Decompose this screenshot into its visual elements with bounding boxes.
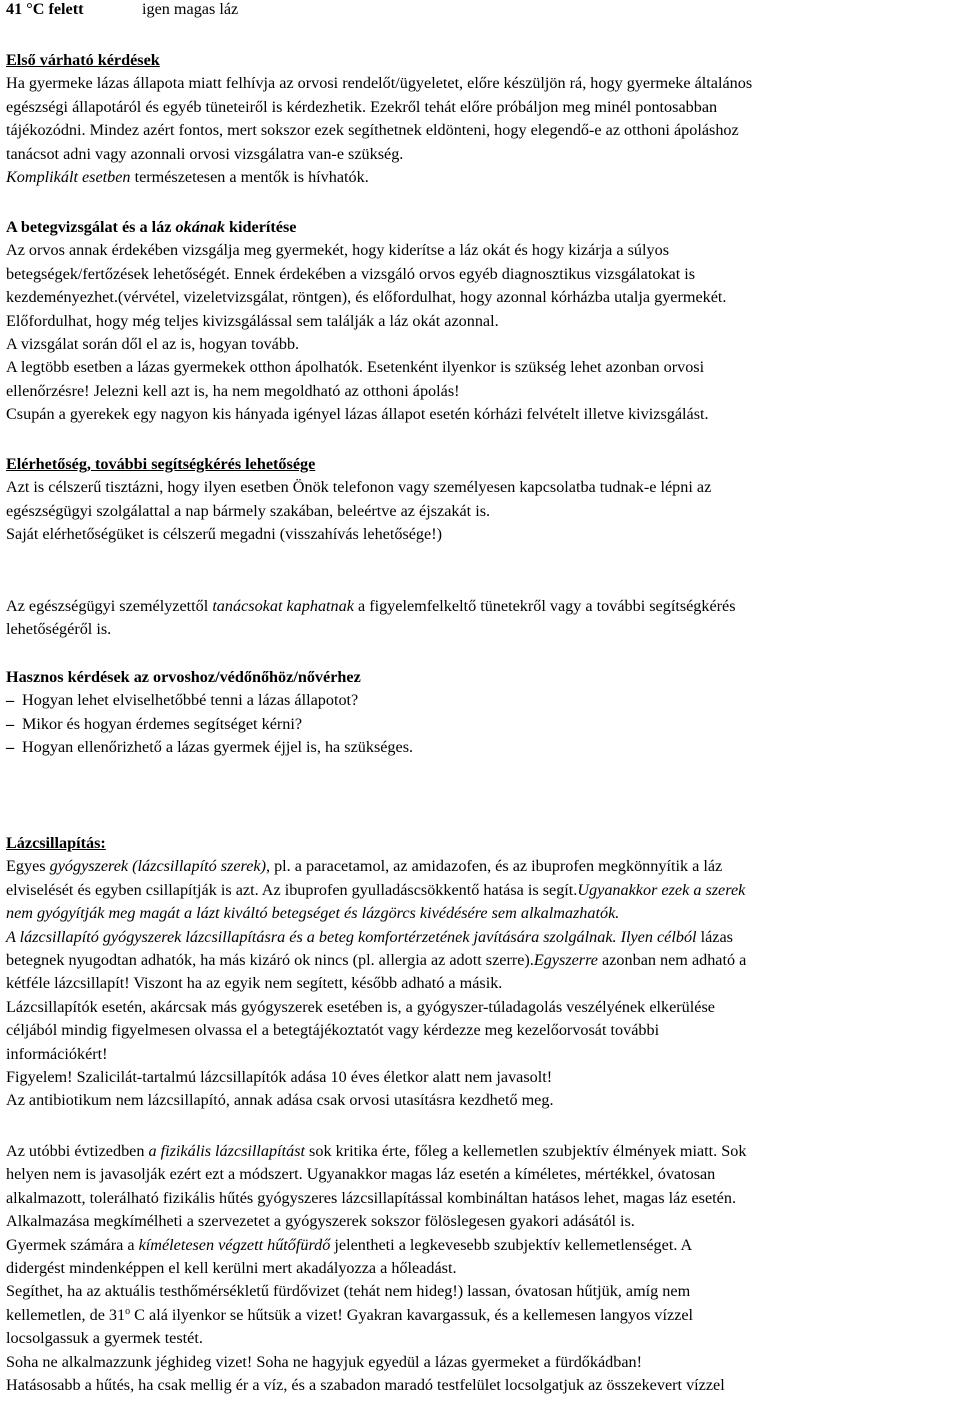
paragraph-line [6,595,736,618]
paragraph-line: Csupán a gyerekek egy nagyon kis hányada igényel lázas állapot esetén kórházi felvételt illetve kivizsgálást. [6,405,709,424]
section-title: Hasznos kérdések az orvoshoz/védőnőhöz/nővérhez [6,668,361,686]
paragraph-line: Figyelem! Szalicilát-tartalmú lázcsillapítók adása 10 éves életkor alatt nem javasolt! [6,1067,553,1086]
paragraph-line: lehetőségéről is. [6,620,112,639]
text: C alá ilyenkor se hűtsük a vizet! Gyakran kavargassuk, és a kellemesen langyos vízzel [130,1305,694,1324]
paragraph-line: alkalmazott, tolerálható fizikális hűtés gyógyszeres lázcsillapítással kombináltan hatásos lehet, magas láz esetén. [6,1188,736,1207]
section-first-questions [6,49,752,189]
paragraph-line: Segíthet, ha az aktuális testhőmérsékletű fürdővizet (tehát nem hideg!) lassan, óvatosan hűtjük, amíg nem [6,1282,691,1301]
section-examination [6,216,726,427]
text: természetesen a mentők is hívhatók. [130,167,369,186]
italic-text: Egyszerre [533,950,598,969]
paragraph-line: egészségügyi szolgálattal a nap bármely szakában, beleértve az éjszakát is. [6,501,491,520]
text: , pl. a paracetamol, az amidazofen, és az ibuprofen megkönnyítik a láz [265,857,723,876]
paragraph-line: tanácsot adni vagy azonnali orvosi vizsgálatra van-e szükség. [6,144,404,163]
title-part: kiderítése [224,218,297,236]
list-item-text: Hogyan lehet elviselhetőbbé tenni a lázas állapotot? [22,691,359,710]
temperature-label: igen magas láz [142,0,239,18]
section-title: Elérhetőség, további segítségkérés lehetősége [6,455,316,473]
paragraph-line: információkért! [6,1044,108,1063]
text: Gyermek számára a [6,1235,139,1254]
paragraph-line: egészségi állapotáról és egyéb tüneteiről is kérdezhetik. Ezekről tehát előre próbáljon meg minél pontosabban [6,97,718,116]
text: sok kritika érte, főleg a kellemetlen szubjektív élmények miatt. Sok [305,1142,747,1160]
paragraph-line [6,1140,746,1163]
section-title: Első várható kérdések [6,51,160,69]
list-item [6,713,413,736]
paragraph-line: A vizsgálat során dől el az is, hogyan tovább. [6,334,300,353]
text: betegnek nyugodtan adhatók, ha más kizáró ok nincs (pl. allergia az adott szerre). [6,950,534,969]
text: azonban nem adható a [598,950,747,969]
paragraph-line: Soha ne alkalmazzunk jéghideg vizet! Soha ne hagyjuk egyedül a lázas gyermeket a fürdőkádban! [6,1352,643,1371]
temperature-value: 41 °C felett [6,0,84,18]
italic-text: tanácsokat kaphatnak [212,597,354,615]
paragraph-line: helyen nem is javasolják ezért ezt a módszert. Ugyanakkor magas láz esetén a kíméletes, mértékkel, óvatosan [6,1165,716,1184]
italic-text: a fizikális lázcsillapítást [148,1142,305,1160]
paragraph-line: didergést mindenképpen el kell kerülni mert akadályozza a hőleadást. [6,1258,457,1277]
paragraph-line: Lázcsillapítók esetén, akárcsak más gyógyszerek esetében is, a gyógyszer-túladagolás veszélyének elkerülése [6,997,715,1016]
paragraph-line [6,879,746,902]
italic-text: A lázcsillapító gyógyszerek lázcsillapításra és a beteg komfortérzetének javítására szolgálnak. Ilyen célból [6,927,697,946]
paragraph-line: Azt is célszerű tisztázni, hogy ilyen esetben Önök telefonon vagy személyesen kapcsolatba tudnak-e lépni az [6,478,712,497]
title-italic: okának [175,218,225,236]
list-item-text: Mikor és hogyan érdemes segítséget kérni? [22,714,303,733]
paragraph-line: Az antibiotikum nem lázcsillapító, annak adása csak orvosi utasításra kezdhető meg. [6,1091,554,1110]
temperature-row [6,0,238,21]
dash-bullet: – [6,714,15,733]
paragraph-line: Ha gyermeke lázas állapota miatt felhívja az orvosi rendelőt/ügyeletet, előre készüljön rá, hogy gyermeke általános [6,74,753,93]
paragraph-line [6,926,746,949]
list-item [6,689,413,712]
text: lázas [696,927,733,946]
degree-superscript: o [125,1305,131,1317]
section-advice [6,595,736,642]
section-physical-cooling [6,1140,746,1397]
italic-text: kíméletesen végzett hűtőfürdő [138,1235,331,1254]
dash-bullet: – [6,738,15,757]
paragraph-line: céljából mindig figyelmesen olvassa el a betegtájékoztatót vagy kérdezze meg kezelőorvosát további [6,1021,660,1040]
title-part: A betegvizsgálat és a láz [6,218,176,236]
text: Egyes [6,857,50,876]
list-item-text: Hogyan ellenőrizhető a lázas gyermek éjjel is, ha szükséges. [22,738,414,757]
section-useful-questions [6,666,413,760]
text: jelentheti a legkevesebb szubjektív kellemetlenséget. A [330,1235,693,1254]
italic-text: Ugyanakkor ezek a szerek [577,880,746,899]
text: a figyelemfelkeltő tünetekről vagy a további segítségkérés [353,597,736,615]
paragraph-line: tájékozódni. Mindez azért fontos, mert sokszor ezek segíthetnek eldönteni, hogy elegendő-e az otthoni ápoláshoz [6,121,739,140]
section-title: Lázcsillapítás: [6,834,106,852]
paragraph-line: nem gyógyítják meg magát a lázt kiváltó betegséget és lázgörcs kivédésére sem alkalmazhatók. [6,904,620,923]
paragraph-line [6,855,746,878]
section-antipyretics [6,832,746,1113]
text: Az utóbbi évtizedben [6,1142,149,1160]
paragraph-line: A legtöbb esetben a lázas gyermekek otthon ápolhatók. Esetenként ilyenkor is szükség lehet azonban orvosi [6,358,705,377]
section-title [6,216,726,239]
italic-text: Komplikált esetben [6,167,131,186]
paragraph-line: Az orvos annak érdekében vizsgálja meg gyermekét, hogy kiderítse a láz okát és hogy kizárja a súlyos [6,241,670,260]
paragraph-line: Hatásosabb a hűtés, ha csak mellig ér a víz, és a szabadon maradó testfelület locsolgatjuk az összekevert vízzel [6,1375,725,1394]
paragraph-line [6,1304,746,1327]
list-item [6,736,413,759]
paragraph-line: locsolgassuk a gyermek testét. [6,1329,203,1348]
paragraph-line [6,166,752,189]
paragraph-line [6,1234,746,1257]
text: kellemetlen, de 31 [6,1305,126,1324]
text: Az egészségügyi személyzettől [6,597,213,615]
dash-bullet: – [6,691,15,710]
paragraph-line: ellenőrzésre! Jelezni kell azt is, ha nem megoldható az otthoni ápolás! [6,381,460,400]
paragraph-line [6,949,746,972]
paragraph-line: kezdeményezhet.(vérvétel, vizeletvizsgálat, röntgen), és előfordulhat, hogy azonnal kórházba utalja gyermekét. [6,288,727,307]
paragraph-line: betegségek/fertőzések lehetőségét. Ennek érdekében a vizsgáló orvos egyéb diagnosztikus vizsgálatokat is [6,264,696,283]
italic-text: gyógyszerek (lázcsillapító szerek) [49,857,266,876]
text: elviselését és egyben csillapítják is azt. Az ibuprofen gyulladáscsökkentő hatása is segít. [6,880,578,899]
paragraph-line: Alkalmazása megkímélheti a szervezetet a gyógyszerek sokszor fölöslegesen gyakori adásától is. [6,1212,635,1231]
paragraph-line: Előfordulhat, hogy még teljes kivizsgálással sem találják a láz okát azonnal. [6,311,499,330]
section-availability [6,453,711,547]
paragraph-line: Saját elérhetőségüket is célszerű megadni (visszahívás lehetősége!) [6,525,442,544]
paragraph-line: kétféle lázcsillapít! Viszont ha az egyik nem segített, később adható a másik. [6,974,503,993]
